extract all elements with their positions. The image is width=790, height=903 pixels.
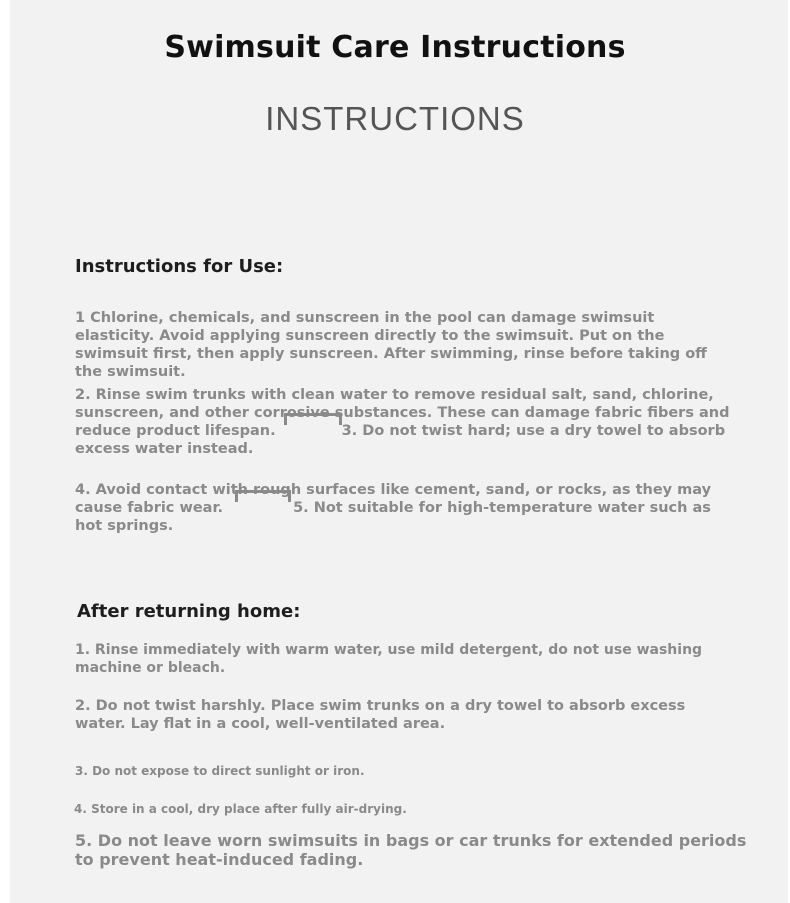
use-item-3: 3. Do not twist hard; use a dry towel to absorb excess water instead. bbox=[75, 423, 726, 457]
use-item-4-5 bbox=[75, 481, 735, 535]
use-item-2: 2. Rinse swim trunks with clean water to remove residual salt, sand, chlorine, sunscreen, and other corrosive substances. These can damage fabric fibers and reduce product lifespan. bbox=[75, 387, 730, 439]
section-heading-home: After returning home: bbox=[77, 601, 301, 622]
page-subtitle: INSTRUCTIONS bbox=[265, 100, 525, 137]
use-item-2-3 bbox=[75, 386, 735, 458]
use-item-5: 5. Not suitable for high-temperature water such as hot springs. bbox=[75, 500, 711, 534]
home-item-3: 3. Do not expose to direct sunlight or iron. bbox=[75, 764, 365, 778]
home-item-1: 1. Rinse immediately with warm water, use mild detergent, do not use washing machine or bleach. bbox=[75, 642, 703, 676]
use-item-4: 4. Avoid contact with rough surfaces like cement, sand, or rocks, as they may cause fabric wear. bbox=[75, 482, 712, 516]
use-item-1: 1 Chlorine, chemicals, and sunscreen in the pool can damage swimsuit elasticity. Avoid applying sunscreen directly to the swimsuit. Put on the swimsuit first, then apply sunscreen. After swimming, rinse before taking off the swimsuit. bbox=[75, 310, 707, 380]
home-item-5: 5. Do not leave worn swimsuits in bags or car trunks for extended periods to prevent heat-induced fading. bbox=[75, 831, 747, 869]
gap-bracket bbox=[280, 422, 342, 438]
home-item-4: 4. Store in a cool, dry place after fully air-drying. bbox=[74, 802, 407, 816]
section-heading-use: Instructions for Use: bbox=[75, 256, 284, 277]
page-title: Swimsuit Care Instructions bbox=[164, 30, 626, 65]
gap-bracket bbox=[227, 499, 293, 515]
home-item-2: 2. Do not twist harshly. Place swim trunks on a dry towel to absorb excess water. Lay flat in a cool, well-ventilated area. bbox=[75, 698, 686, 732]
